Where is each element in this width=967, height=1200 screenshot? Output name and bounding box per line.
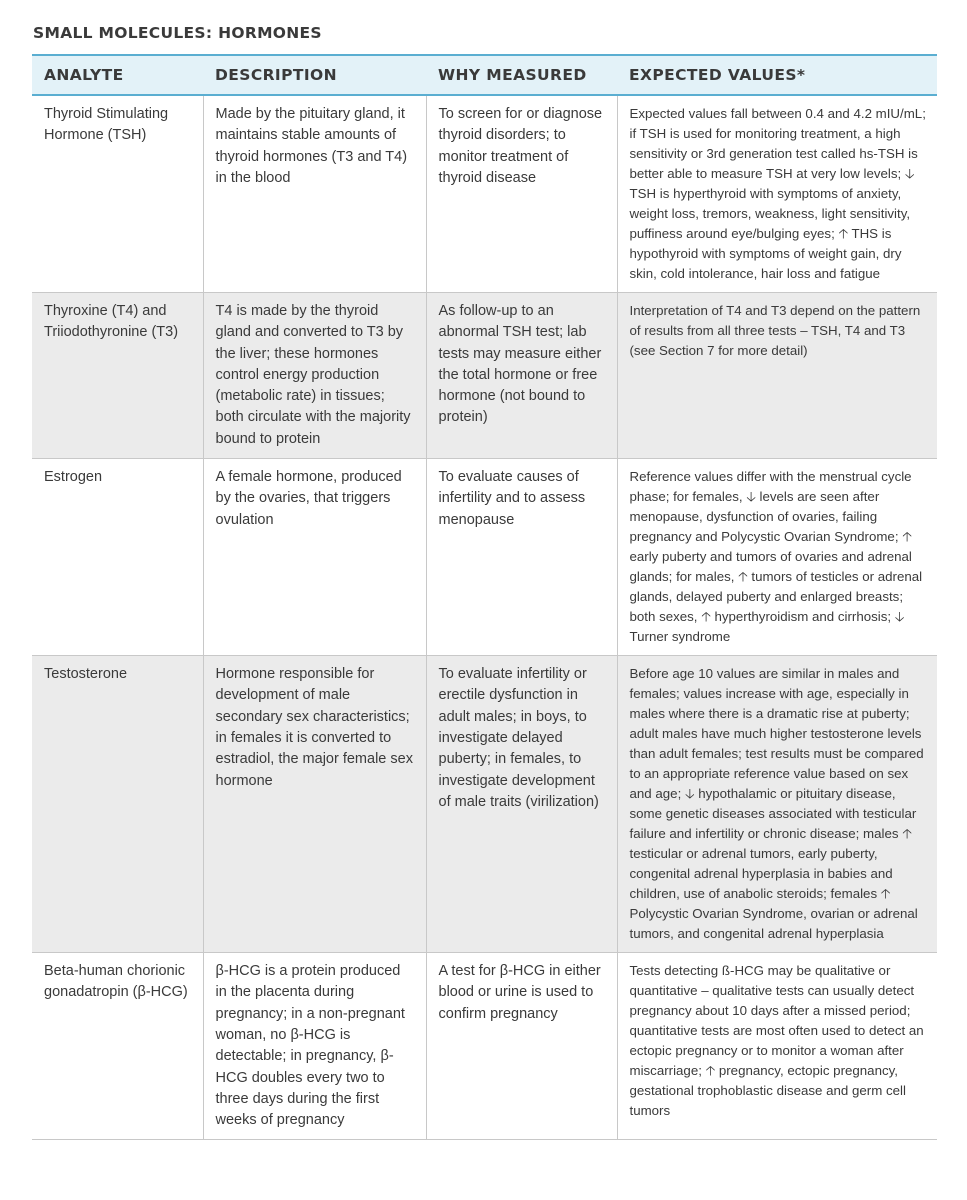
analyte-cell: Testosterone (32, 656, 203, 953)
expected-values-cell: Interpretation of T4 and T3 depend on the pattern of results from all three tests – TSH, T4 and T3 (see Section 7 for more detail) (617, 293, 937, 459)
table-row (32, 95, 937, 293)
why-measured-cell: To evaluate infertility or erectile dysfunction in adult males; in boys, to investigate delayed puberty; in females, to investigate development of male traits (virilization) (426, 656, 617, 953)
table-row (32, 656, 937, 953)
expected-values-cell: Before age 10 values are similar in males and females; values increase with age, especially in males where there is a dramatic rise at puberty; adult males have much higher testosterone levels than adult females; test results must be compared to an appropriate reference value based on sex and age; 🡣 hypothalamic or pituitary disease, some genetic diseases associated with testicular failure and infertility or chronic disease; males 🡡 testicular or adrenal tumors, early puberty, congenital adrenal hyperplasia in babies and children, use of anabolic steroids; females 🡡 Polycystic Ovarian Syndrome, ovarian or adrenal tumors, and congenital adrenal hyperplasia (617, 656, 937, 953)
description-cell: Hormone responsible for development of male secondary sex characteristics; in females it is converted to estradiol, the major female sex hormone (203, 656, 426, 953)
why-measured-cell: To screen for or diagnose thyroid disorders; to monitor treatment of thyroid disease (426, 95, 617, 293)
why-measured-cell: To evaluate causes of infertility and to assess menopause (426, 459, 617, 656)
page-title: SMALL MOLECULES: HORMONES (33, 24, 322, 42)
table-header-row (32, 55, 937, 95)
header-description: DESCRIPTION (203, 55, 426, 95)
table-row (32, 459, 937, 656)
description-cell: A female hormone, produced by the ovaries, that triggers ovulation (203, 459, 426, 656)
expected-values-cell: Tests detecting ß-HCG may be qualitative or quantitative – qualitative tests can usually detect pregnancy about 10 days after a missed period; quantitative tests are most often used to detect an ectopic pregnancy or to monitor a woman after miscarriage; 🡡 pregnancy, ectopic pregnancy, gestational trophoblastic disease and germ cell tumors (617, 953, 937, 1140)
analyte-cell: Beta-human chorionic gonadatropin (β-HCG) (32, 953, 203, 1140)
analyte-cell: Estrogen (32, 459, 203, 656)
header-why-measured: WHY MEASURED (426, 55, 617, 95)
analyte-cell: Thyroxine (T4) and Triiodothyronine (T3) (32, 293, 203, 459)
table-row (32, 293, 937, 459)
description-cell: T4 is made by the thyroid gland and converted to T3 by the liver; these hormones control energy production (metabolic rate) in tissues; both circulate with the majority bound to protein (203, 293, 426, 459)
header-analyte: ANALYTE (32, 55, 203, 95)
expected-values-cell: Reference values differ with the menstrual cycle phase; for females, 🡣 levels are seen after menopause, dysfunction of ovaries, failing pregnancy and Polycystic Ovarian Syndrome; 🡡 early puberty and tumors of ovaries and adrenal glands; for males, 🡡 tumors of testicles or adrenal glands, delayed puberty and enlarged breasts; both sexes, 🡡 hyperthyroidism and cirrhosis; 🡣 Turner syndrome (617, 459, 937, 656)
description-cell: β-HCG is a protein produced in the placenta during pregnancy; in a non-pregnant woman, no β-HCG is detectable; in pregnancy, β-HCG doubles every two to three days during the first weeks of pregnancy (203, 953, 426, 1140)
expected-values-cell: Expected values fall between 0.4 and 4.2 mIU/mL; if TSH is used for monitoring treatment, a high sensitivity or 3rd generation test called hs-TSH is better able to measure TSH at very low levels; 🡣 TSH is hyperthyroid with symptoms of anxiety, weight loss, tremors, weakness, light sensitivity, puffiness around eye/bulging eyes; 🡡 THS is hypothyroid with symptoms of weight gain, dry skin, cold intolerance, hair loss and fatigue (617, 95, 937, 293)
hormones-table (32, 54, 937, 1140)
header-expected-values: EXPECTED VALUES* (617, 55, 937, 95)
why-measured-cell: A test for β-HCG in either blood or urine is used to confirm pregnancy (426, 953, 617, 1140)
why-measured-cell: As follow-up to an abnormal TSH test; lab tests may measure either the total hormone or free hormone (not bound to protein) (426, 293, 617, 459)
description-cell: Made by the pituitary gland, it maintains stable amounts of thyroid hormones (T3 and T4) in the blood (203, 95, 426, 293)
table-row (32, 953, 937, 1140)
analyte-cell: Thyroid Stimulating Hormone (TSH) (32, 95, 203, 293)
